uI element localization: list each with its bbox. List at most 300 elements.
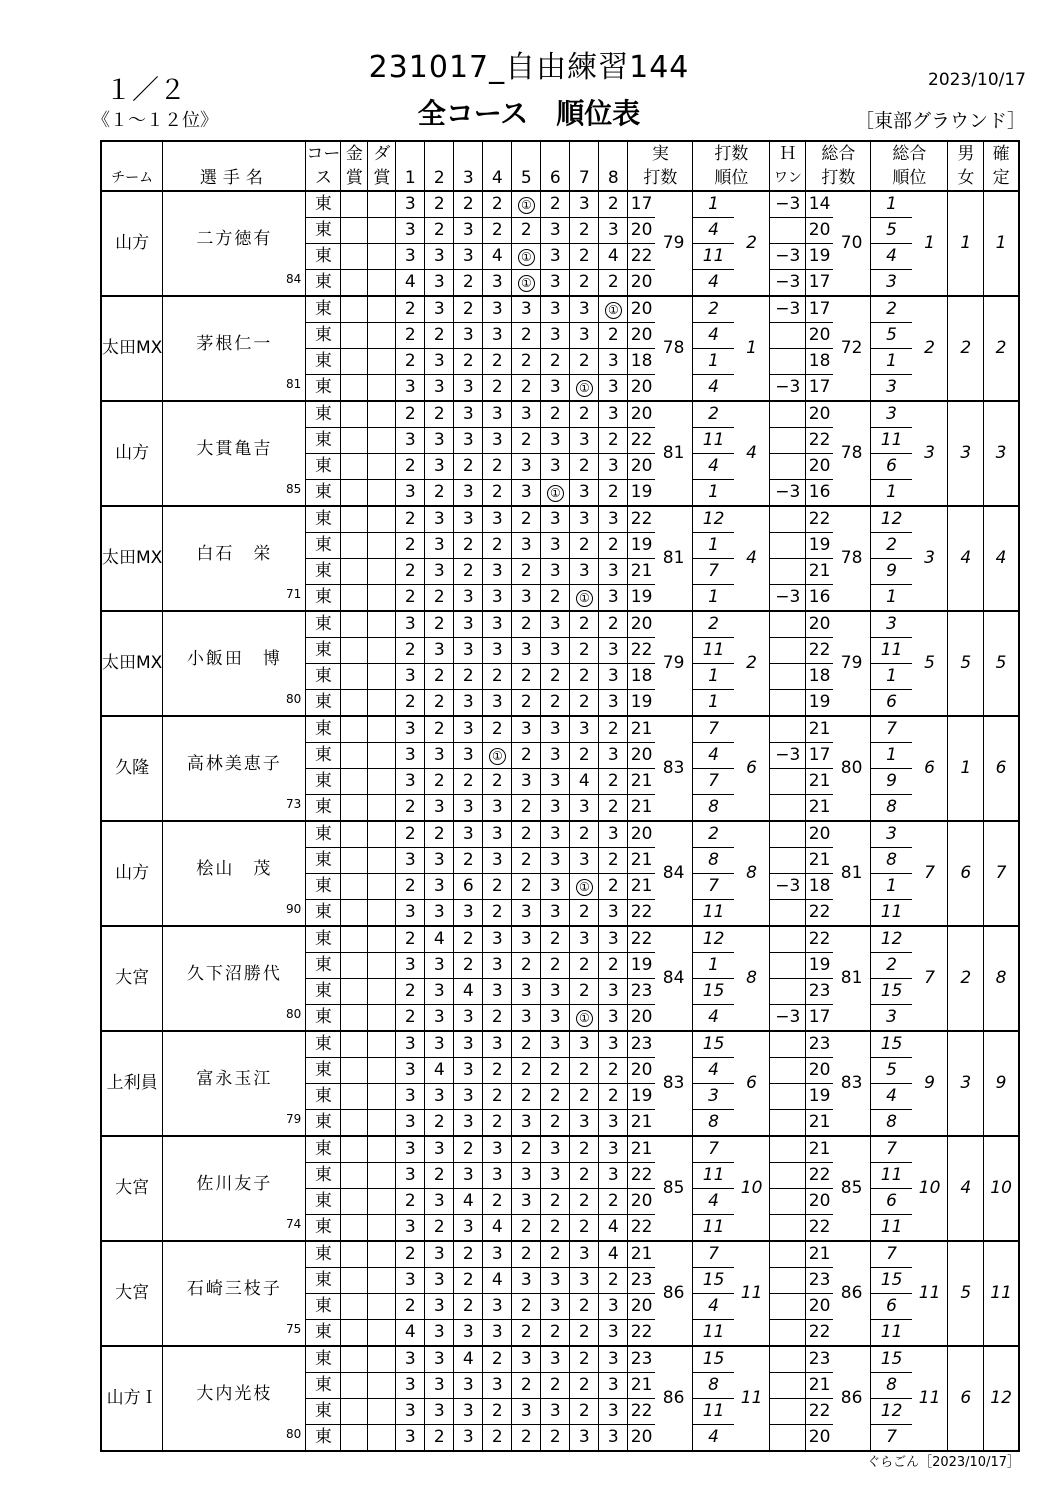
hole-score-3: 2 [454,769,483,795]
hole-score-6: 2 [541,1084,570,1110]
hole-score-4: 3 [483,926,512,953]
hole-score-3: 3 [454,1320,483,1347]
actual-strokes-cell: 86 [655,1346,693,1451]
course-cell: 東 [306,795,341,822]
final-rank-cell: 4 [984,506,1019,611]
player-name-cell [163,401,306,506]
hole-score-7: 2 [570,821,599,848]
hole-score-4: 2 [483,664,512,690]
hole-score-3: 2 [454,1268,483,1294]
hole-score-7 [570,874,599,900]
round-total-cell: 22 [806,1163,833,1189]
hole-score-1: 2 [396,795,425,822]
round-sum-cell: 19 [628,585,655,612]
hole-score-4: 2 [483,1189,512,1215]
hole-score-1: 3 [396,848,425,874]
hole-score-8: 2 [599,533,628,559]
da-cell [368,244,396,270]
hole-score-4: 2 [483,191,512,218]
hole-score-6: 2 [541,1110,570,1137]
player-name-cell [163,716,306,821]
course-cell: 東 [306,1084,341,1110]
table-row [101,506,1019,533]
round-sum-cell: 20 [628,375,655,402]
hole-score-5: 2 [512,1215,541,1242]
hole-score-6: 3 [541,848,570,874]
hole-score-2: 3 [425,979,454,1005]
da-cell [368,900,396,927]
hole-score-7: 3 [570,428,599,454]
round-sum-cell: 22 [628,1163,655,1189]
final-rank-cell: 6 [984,716,1019,821]
hole-score-3: 2 [454,533,483,559]
final-rank-cell: 9 [984,1031,1019,1136]
round-total-rank-cell: 6 [871,454,912,480]
hole-score-6: 2 [541,664,570,690]
hole-score-4: 3 [483,611,512,638]
round-total-cell: 19 [806,244,833,270]
hole-score-7: 2 [570,1084,599,1110]
course-cell: 東 [306,1163,341,1189]
hole-score-7: 2 [570,1399,599,1425]
round-rank-cell: 4 [693,270,734,297]
hole-in-one-cell: −3 [770,270,806,297]
hole-score-8: 4 [599,244,628,270]
hole-score-2: 3 [425,559,454,585]
hole-in-one-mark: ① [489,748,506,765]
round-rank-cell: 1 [693,585,734,612]
col-trank-top: 総合 [871,141,948,166]
da-cell [368,611,396,638]
gender-rank-cell: 6 [948,1346,984,1451]
hole-score-4: 2 [483,716,512,743]
hole-score-1: 2 [396,926,425,953]
hole-in-one-cell [770,690,806,717]
total-strokes-cell: 70 [833,191,871,296]
player-name-cell [163,506,306,611]
hole-in-one-cell [770,1294,806,1320]
da-cell [368,953,396,979]
final-rank-cell: 12 [984,1346,1019,1451]
da-cell [368,1163,396,1189]
round-total-rank-cell: 15 [871,1346,912,1373]
gold-cell [341,1005,368,1032]
round-sum-cell: 22 [628,900,655,927]
course-cell: 東 [306,480,341,507]
hole-score-3: 4 [454,1189,483,1215]
hole-in-one-mark: ① [518,275,535,292]
hole-score-2: 3 [425,1189,454,1215]
hole-score-7: 2 [570,743,599,769]
gender-rank-cell: 6 [948,821,984,926]
round-total-rank-cell: 3 [871,611,912,638]
round-total-rank-cell: 6 [871,1189,912,1215]
round-sum-cell: 22 [628,926,655,953]
table-row [101,821,1019,848]
hole-in-one-cell [770,506,806,533]
hole-score-1: 2 [396,874,425,900]
da-cell [368,1320,396,1347]
hole-score-3: 3 [454,1399,483,1425]
hole-score-5: 3 [512,454,541,480]
hole-score-6: 3 [541,611,570,638]
round-sum-cell: 20 [628,401,655,428]
round-total-cell: 19 [806,690,833,717]
rank-range: 《１～１２位》 [92,110,218,131]
page-subtitle: 全コース 順位表 [417,97,641,130]
hole-score-3: 4 [454,979,483,1005]
hole-score-8: 3 [599,349,628,375]
hole-score-4: 3 [483,848,512,874]
round-rank-cell: 1 [693,349,734,375]
gold-cell [341,848,368,874]
hole-score-8: 2 [599,191,628,218]
hole-score-2: 3 [425,953,454,979]
round-sum-cell: 18 [628,664,655,690]
hole-in-one-mark: ① [547,485,564,502]
gold-cell [341,795,368,822]
gold-cell [341,743,368,769]
hole-score-1: 3 [396,1425,425,1452]
round-sum-cell: 23 [628,979,655,1005]
final-rank-cell: 5 [984,611,1019,716]
hole-score-7: 2 [570,244,599,270]
hole-score-3: 3 [454,900,483,927]
hole-score-6: 2 [541,1189,570,1215]
round-total-rank-cell: 6 [871,1294,912,1320]
col-hole-3: 3 [454,166,483,191]
hole-in-one-cell: −3 [770,375,806,402]
gold-cell [341,1215,368,1242]
round-total-cell: 23 [806,979,833,1005]
hole-score-3: 2 [454,454,483,480]
col-hole-2: 2 [425,166,454,191]
round-rank-cell: 7 [693,874,734,900]
hole-score-8: 3 [599,743,628,769]
hole-in-one-cell [770,1346,806,1373]
stroke-rank-cell: 10 [734,1136,770,1241]
da-cell [368,296,396,323]
hole-in-one-cell [770,900,806,927]
hole-in-one-cell [770,401,806,428]
hole-score-6 [541,480,570,507]
round-total-cell: 20 [806,821,833,848]
gold-cell [341,1136,368,1163]
round-total-rank-cell: 4 [871,1084,912,1110]
total-strokes-cell: 78 [833,401,871,506]
hole-score-2: 3 [425,1268,454,1294]
hole-score-1: 4 [396,1320,425,1347]
final-rank-cell: 11 [984,1241,1019,1346]
hole-score-6: 2 [541,1320,570,1347]
gold-cell [341,375,368,402]
hole-score-8: 3 [599,559,628,585]
round-sum-cell: 20 [628,218,655,244]
player-name-cell [163,611,306,716]
hole-score-1: 3 [396,953,425,979]
gold-cell [341,716,368,743]
hole-score-3: 3 [454,323,483,349]
team-cell: 太田MX [101,296,163,401]
hole-score-8: 3 [599,1163,628,1189]
gender-rank-cell: 3 [948,401,984,506]
round-total-cell: 17 [806,1005,833,1032]
round-total-rank-cell: 1 [871,874,912,900]
hole-score-4: 3 [483,1294,512,1320]
actual-strokes-cell: 81 [655,506,693,611]
gold-cell [341,191,368,218]
hole-score-2: 2 [425,716,454,743]
gold-cell [341,821,368,848]
round-rank-cell: 11 [693,1163,734,1189]
stroke-rank-cell: 8 [734,821,770,926]
actual-strokes-cell: 84 [655,821,693,926]
stroke-rank-cell: 11 [734,1346,770,1451]
da-cell [368,375,396,402]
hole-score-3: 3 [454,1005,483,1032]
player-name-cell [163,296,306,401]
da-cell [368,664,396,690]
round-total-rank-cell: 3 [871,1005,912,1032]
hole-score-7: 2 [570,454,599,480]
hole-score-6: 3 [541,1346,570,1373]
hole-score-1: 2 [396,821,425,848]
hole-score-2: 2 [425,191,454,218]
round-sum-cell: 22 [628,1399,655,1425]
hole-score-6: 3 [541,559,570,585]
hole-score-4: 3 [483,795,512,822]
hole-score-6: 3 [541,769,570,795]
round-rank-cell: 11 [693,244,734,270]
hole-score-2: 3 [425,1373,454,1399]
hole-score-4: 3 [483,323,512,349]
team-cell: 太田MX [101,611,163,716]
col-hole-1: 1 [396,166,425,191]
round-rank-cell: 2 [693,401,734,428]
hole-score-8: 2 [599,270,628,297]
course-cell: 東 [306,1320,341,1347]
course-cell: 東 [306,296,341,323]
player-name-cell [163,191,306,296]
hole-score-3: 3 [454,1110,483,1137]
hole-score-7: 3 [570,506,599,533]
hole-score-5: 2 [512,506,541,533]
hole-score-4: 3 [483,401,512,428]
gold-cell [341,1320,368,1347]
round-total-cell: 23 [806,1268,833,1294]
da-cell [368,1241,396,1268]
round-total-rank-cell: 4 [871,244,912,270]
player-name: 久下沼勝代 [186,963,282,984]
hole-score-2: 3 [425,533,454,559]
hole-score-5: 3 [512,979,541,1005]
total-rank-cell: 5 [912,611,948,716]
final-rank-cell: 8 [984,926,1019,1031]
hole-score-2: 2 [425,585,454,612]
round-total-rank-cell: 8 [871,848,912,874]
hole-score-1: 2 [396,1189,425,1215]
hole-score-7: 2 [570,611,599,638]
hole-score-7: 3 [570,848,599,874]
hole-score-7: 2 [570,1373,599,1399]
da-cell [368,401,396,428]
team-cell: 久隆 [101,716,163,821]
course-cell: 東 [306,506,341,533]
gender-rank-cell: 3 [948,1031,984,1136]
hole-in-one-mark: ① [576,380,593,397]
actual-strokes-cell: 83 [655,716,693,821]
hole-score-8: 3 [599,1425,628,1452]
round-total-rank-cell: 5 [871,218,912,244]
hole-score-2: 3 [425,349,454,375]
gold-cell [341,218,368,244]
course-cell: 東 [306,979,341,1005]
da-cell [368,506,396,533]
round-total-cell: 20 [806,323,833,349]
hole-score-7: 2 [570,1346,599,1373]
hole-score-3: 2 [454,664,483,690]
handicap: 73 [286,797,302,811]
total-rank-cell: 1 [912,191,948,296]
hole-score-1: 3 [396,769,425,795]
col-rank-top: 打数 [693,141,770,166]
course-cell: 東 [306,1005,341,1032]
col-player: 選手名 [163,166,306,191]
hole-score-4: 4 [483,1215,512,1242]
hole-score-4 [483,743,512,769]
round-sum-cell: 21 [628,1373,655,1399]
round-rank-cell: 11 [693,428,734,454]
round-rank-cell: 8 [693,1373,734,1399]
round-rank-cell: 4 [693,375,734,402]
round-sum-cell: 20 [628,270,655,297]
round-rank-cell: 12 [693,506,734,533]
hole-score-2: 2 [425,821,454,848]
hole-score-4: 2 [483,874,512,900]
col-gold: 賞 [341,166,368,191]
hole-score-5: 2 [512,1084,541,1110]
total-strokes-cell: 81 [833,926,871,1031]
hole-score-2: 3 [425,1346,454,1373]
round-total-rank-cell: 1 [871,585,912,612]
hole-score-6: 2 [541,1241,570,1268]
hole-score-8: 3 [599,1320,628,1347]
team-cell: 山方 [101,821,163,926]
hole-score-5: 2 [512,1031,541,1058]
col-course: ス [306,166,341,191]
gold-cell [341,1241,368,1268]
hole-score-6: 2 [541,690,570,717]
round-total-rank-cell: 12 [871,926,912,953]
hole-in-one-cell [770,1320,806,1347]
hole-score-6: 3 [541,874,570,900]
table-row [101,1031,1019,1058]
col-gender: 女 [948,166,984,191]
round-total-rank-cell: 11 [871,638,912,664]
course-cell: 東 [306,848,341,874]
hole-score-8: 3 [599,1110,628,1137]
round-sum-cell: 21 [628,769,655,795]
da-cell [368,1189,396,1215]
hole-in-one-cell [770,559,806,585]
da-cell [368,743,396,769]
round-rank-cell: 15 [693,1268,734,1294]
round-rank-cell: 8 [693,795,734,822]
hole-score-4: 2 [483,533,512,559]
gold-cell [341,874,368,900]
round-sum-cell: 19 [628,480,655,507]
da-cell [368,1058,396,1084]
hole-score-7: 3 [570,1031,599,1058]
handicap: 71 [286,587,302,601]
round-sum-cell: 22 [628,244,655,270]
hole-score-3: 2 [454,296,483,323]
hole-score-4: 3 [483,1136,512,1163]
total-rank-cell: 10 [912,1136,948,1241]
stroke-rank-cell: 2 [734,191,770,296]
hole-in-one-cell [770,1163,806,1189]
round-rank-cell: 11 [693,1215,734,1242]
hole-score-1: 3 [396,1373,425,1399]
hole-score-6: 2 [541,1373,570,1399]
col-actual: 打数 [628,166,693,191]
hole-score-6: 3 [541,244,570,270]
hole-score-2: 2 [425,323,454,349]
actual-strokes-cell: 79 [655,611,693,716]
round-total-cell: 20 [806,1294,833,1320]
hole-score-1: 3 [396,1163,425,1189]
hole-score-8: 3 [599,585,628,612]
hole-score-5: 3 [512,401,541,428]
round-total-rank-cell: 2 [871,953,912,979]
hole-in-one-cell [770,1136,806,1163]
round-total-cell: 19 [806,533,833,559]
hole-score-6: 3 [541,1136,570,1163]
hole-score-2: 3 [425,296,454,323]
round-total-rank-cell: 1 [871,664,912,690]
course-cell: 東 [306,900,341,927]
round-total-rank-cell: 3 [871,375,912,402]
hole-score-4: 3 [483,1241,512,1268]
gender-rank-cell: 5 [948,1241,984,1346]
round-sum-cell: 23 [628,1031,655,1058]
hole-score-6: 2 [541,953,570,979]
round-total-cell: 17 [806,375,833,402]
table-row [101,1241,1019,1268]
hole-score-3: 3 [454,218,483,244]
hole-score-8: 3 [599,979,628,1005]
round-total-rank-cell: 7 [871,1425,912,1452]
hole-score-7: 2 [570,349,599,375]
hole-score-7: 2 [570,1058,599,1084]
round-total-cell: 21 [806,1373,833,1399]
hole-score-7: 2 [570,270,599,297]
hole-in-one-cell [770,454,806,480]
hole-score-2: 3 [425,244,454,270]
hole-score-7: 3 [570,926,599,953]
round-total-rank-cell: 2 [871,296,912,323]
hole-in-one-cell [770,1425,806,1452]
hole-score-3: 3 [454,795,483,822]
round-sum-cell: 21 [628,716,655,743]
round-rank-cell: 7 [693,1241,734,1268]
hole-score-4: 4 [483,1268,512,1294]
hole-score-2: 3 [425,638,454,664]
hole-score-5: 2 [512,795,541,822]
hole-score-8: 3 [599,506,628,533]
da-cell [368,559,396,585]
round-total-cell: 20 [806,401,833,428]
